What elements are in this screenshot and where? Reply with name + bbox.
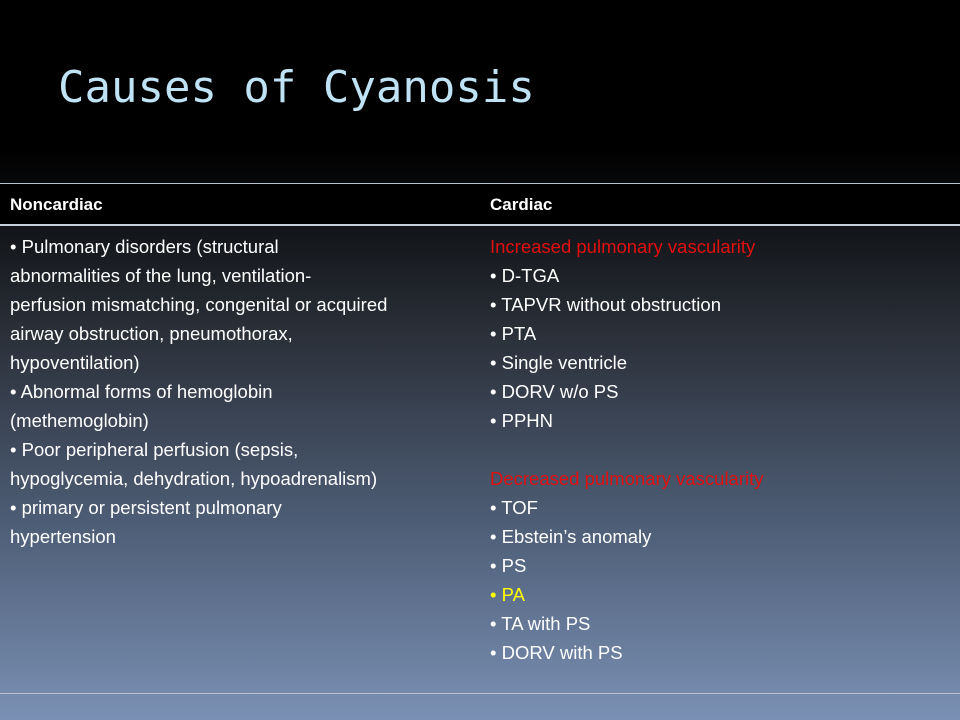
slide-title: Causes of Cyanosis [58, 62, 535, 113]
cardiac-list-item: • TA with PS [490, 613, 591, 634]
cardiac-cell [490, 232, 930, 667]
noncardiac-line: hypertension [10, 526, 116, 547]
cardiac-list-item: • PPHN [490, 410, 554, 431]
cardiac-list-item: • TOF [490, 497, 538, 518]
spacer [490, 435, 930, 464]
cardiac-list-item: • TAPVR without obstruction [490, 294, 721, 315]
cardiac-list-item-highlighted: • PA [490, 584, 525, 605]
decreased-vascularity-heading: Decreased pulmonary vascularity [490, 468, 764, 489]
increased-vascularity-heading: Increased pulmonary vascularity [490, 236, 756, 257]
noncardiac-line: • Poor peripheral perfusion (sepsis, [10, 439, 299, 460]
cardiac-list-item: • Ebstein’s anomaly [490, 526, 652, 547]
header-noncardiac: Noncardiac [10, 195, 103, 214]
cardiac-list-item: • DORV w/o PS [490, 381, 619, 402]
noncardiac-cell [10, 232, 472, 551]
cardiac-list-item: • Single ventricle [490, 352, 628, 373]
noncardiac-line: • primary or persistent pulmonary [10, 497, 282, 518]
header-cardiac: Cardiac [490, 195, 553, 214]
noncardiac-line: hypoglycemia, dehydration, hypoadrenalism) [10, 468, 378, 489]
noncardiac-line: • Pulmonary disorders (structural [10, 236, 279, 257]
noncardiac-line: • Abnormal forms of hemoglobin [10, 381, 273, 402]
cardiac-list-item: • PTA [490, 323, 537, 344]
noncardiac-line: perfusion mismatching, congenital or acquired [10, 294, 388, 315]
cardiac-list-item: • D-TGA [490, 265, 560, 286]
noncardiac-line: abnormalities of the lung, ventilation- [10, 265, 312, 286]
cyanosis-table [0, 183, 960, 694]
noncardiac-line: (methemoglobin) [10, 410, 149, 431]
cardiac-list-item: • DORV with PS [490, 642, 623, 663]
cardiac-list-item: • PS [490, 555, 527, 576]
table-header-row [0, 184, 960, 226]
noncardiac-line: airway obstruction, pneumothorax, [10, 323, 293, 344]
noncardiac-line: hypoventilation) [10, 352, 140, 373]
